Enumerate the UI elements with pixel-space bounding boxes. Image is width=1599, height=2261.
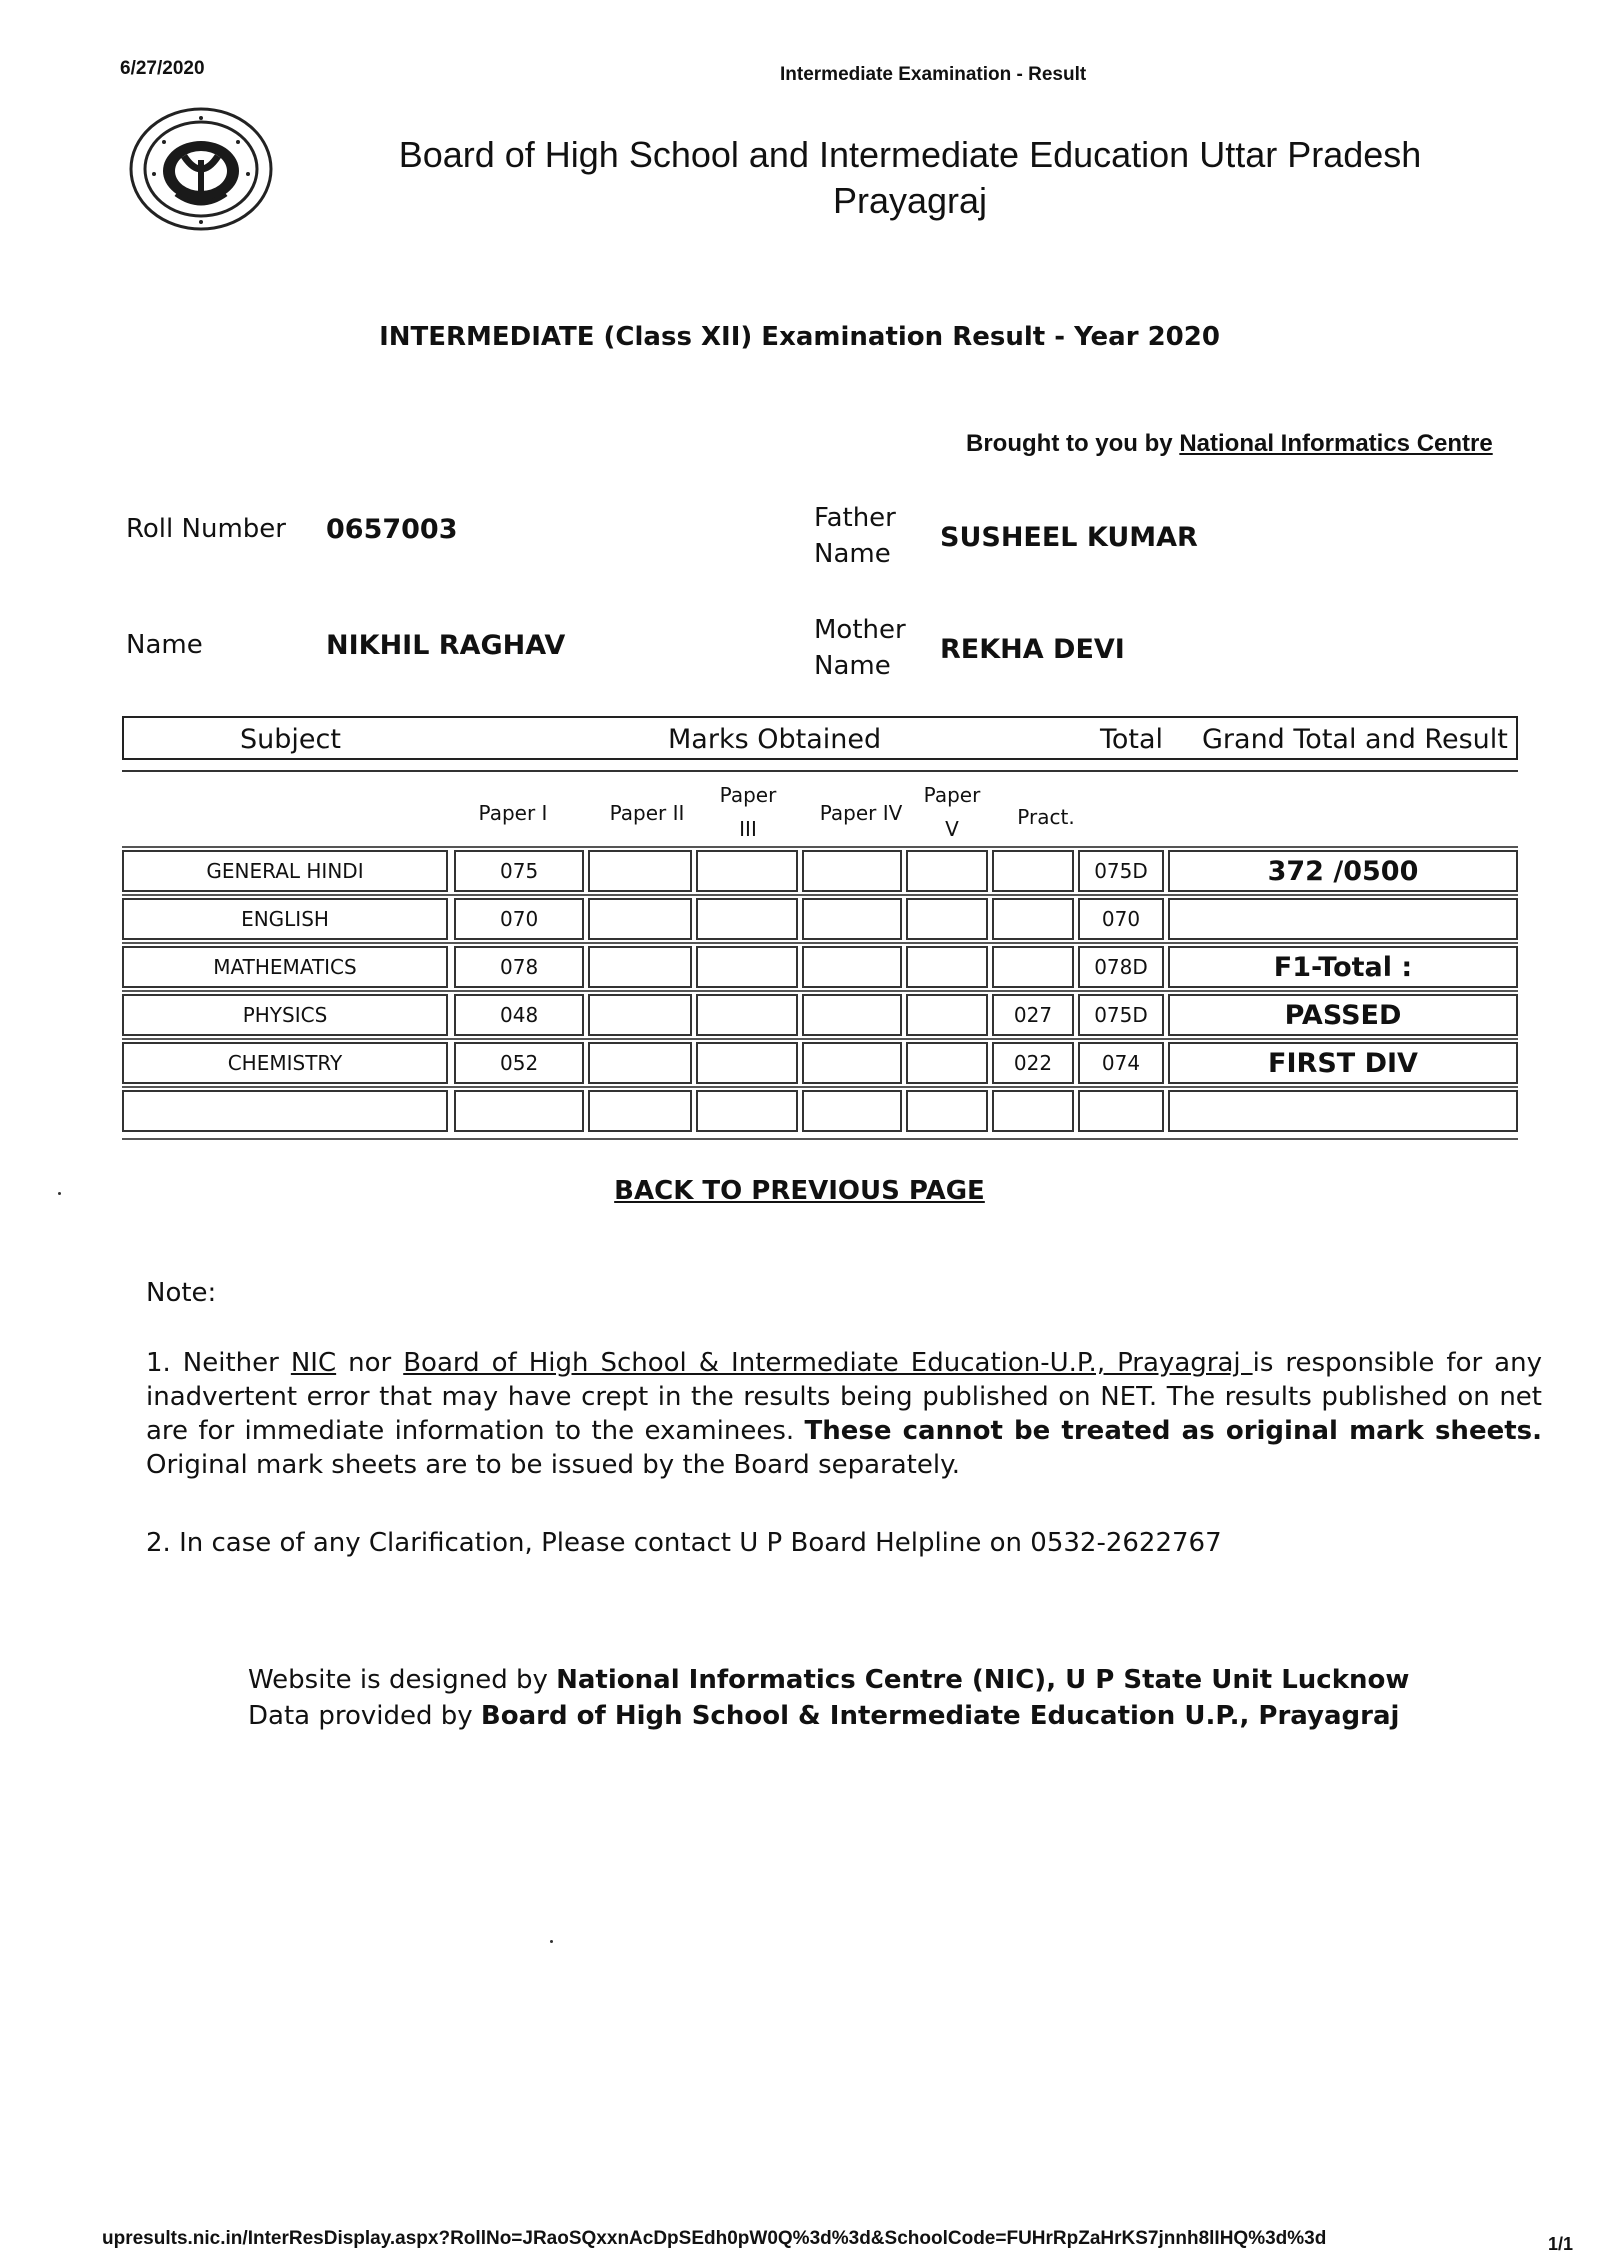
subheader-paper-3: Paper III [719, 783, 777, 841]
subheader-paper-5: Paper V [923, 783, 981, 841]
subheader-paper-2: Paper II [609, 801, 685, 825]
cell-paper-4 [802, 946, 902, 988]
cell-total [1078, 1090, 1164, 1132]
cell-subject: GENERAL HINDI [122, 850, 448, 892]
cell-grand-total [1168, 1090, 1518, 1132]
cell-paper-3 [696, 946, 798, 988]
roll-number-value: 0657003 [326, 514, 458, 545]
credit-line-1-bold: National Informatics Centre (NIC), U P State Unit Lucknow [556, 1665, 1410, 1695]
cell-paper-5 [906, 1042, 988, 1084]
board-title [320, 132, 1500, 224]
cell-total: 075D [1078, 850, 1164, 892]
cell-paper-5 [906, 898, 988, 940]
cell-paper-3 [696, 1042, 798, 1084]
cell-paper-5 [906, 946, 988, 988]
row-divider [122, 942, 1518, 944]
mother-name-label: Mother Name [814, 615, 906, 681]
credit-line-1-prefix: Website is designed by [248, 1665, 557, 1695]
brought-by-prefix: Brought to you by [966, 430, 1180, 457]
cell-grand-total: F1-Total : [1168, 946, 1518, 988]
cell-grand-total [1168, 898, 1518, 940]
note-1 [146, 1346, 1542, 1482]
header-total: Total [1100, 724, 1164, 755]
note-1-bold: These cannot be treated as original mark sheets. [804, 1416, 1542, 1446]
row-divider [122, 990, 1518, 992]
credit-line-2-prefix: Data provided by [248, 1701, 481, 1731]
scan-speck [550, 1940, 553, 1943]
header-grand-total: Grand Total and Result [1202, 724, 1508, 755]
cell-paper-1: 052 [454, 1042, 584, 1084]
credit-line-2 [248, 1698, 1409, 1734]
print-page-title: Intermediate Examination - Result [780, 64, 1087, 85]
board-title-line1: Board of High School and Intermediate Education Uttar Pradesh [398, 134, 1422, 175]
back-link-container [0, 1176, 1599, 1206]
brought-by [966, 430, 1493, 458]
cell-subject: PHYSICS [122, 994, 448, 1036]
nic-note-link[interactable]: NIC [290, 1348, 337, 1378]
cell-total: 075D [1078, 994, 1164, 1036]
cell-paper-4 [802, 850, 902, 892]
cell-paper-4 [802, 1090, 902, 1132]
subheader-paper-4: Paper IV [819, 801, 903, 825]
back-to-previous-page-link[interactable]: BACK TO PREVIOUS PAGE [614, 1176, 985, 1206]
page-count: 1/1 [1548, 2234, 1574, 2254]
cell-paper-2 [588, 994, 692, 1036]
cell-practical: 022 [992, 1042, 1074, 1084]
cell-paper-5 [906, 994, 988, 1036]
cell-practical [992, 850, 1074, 892]
board-note-link[interactable]: Board of High School & Intermediate Education-U.P., Prayagraj [403, 1348, 1253, 1378]
board-title-line2: Prayagraj [832, 180, 988, 221]
cell-paper-4 [802, 994, 902, 1036]
cell-grand-total: PASSED [1168, 994, 1518, 1036]
cell-grand-total: 372 /0500 [1168, 850, 1518, 892]
cell-paper-2 [588, 946, 692, 988]
cell-subject: CHEMISTRY [122, 1042, 448, 1084]
cell-paper-1: 075 [454, 850, 584, 892]
name-value: NIKHIL RAGHAV [326, 630, 566, 661]
cell-paper-4 [802, 898, 902, 940]
header-marks-obtained: Marks Obtained [668, 724, 882, 755]
up-board-seal-icon [124, 104, 278, 234]
note-heading: Note: [146, 1278, 217, 1308]
subheader-practical: Pract. [1017, 805, 1075, 829]
cell-paper-1 [454, 1090, 584, 1132]
cell-paper-5 [906, 850, 988, 892]
nic-link[interactable]: National Informatics Centre [1179, 430, 1493, 457]
cell-paper-2 [588, 1042, 692, 1084]
page-url: upresults.nic.in/InterResDisplay.aspx?RollNo=JRaoSQxxnAcDpSEdh0pW0Q%3d%3d&SchoolCode=FUHrRpZaHrKS7jnnh8lIHQ%3d%3d [102, 2228, 1327, 2249]
cell-paper-2 [588, 898, 692, 940]
print-date: 6/27/2020 [120, 58, 205, 79]
note-1-prefix: 1. Neither [146, 1348, 291, 1378]
cell-practical: 027 [992, 994, 1074, 1036]
cell-total: 070 [1078, 898, 1164, 940]
row-divider [122, 1086, 1518, 1088]
credit-line-1 [248, 1662, 1409, 1698]
cell-paper-1: 078 [454, 946, 584, 988]
cell-total: 078D [1078, 946, 1164, 988]
header-divider [122, 770, 1518, 772]
note-1-nor: nor [336, 1348, 404, 1378]
cell-paper-2 [588, 850, 692, 892]
cell-practical [992, 1090, 1074, 1132]
cell-subject: ENGLISH [122, 898, 448, 940]
cell-grand-total: FIRST DIV [1168, 1042, 1518, 1084]
cell-paper-3 [696, 898, 798, 940]
scan-speck [58, 1192, 61, 1195]
note-1-text: is responsible for any inadvertent error that may have crept in the results being published on NET. The results published on net are for immediate information to the examinees. [146, 1348, 1542, 1446]
cell-subject: MATHEMATICS [122, 946, 448, 988]
credit-line-2-bold: Board of High School & Intermediate Education U.P., Prayagraj [480, 1701, 1400, 1731]
name-label: Name [126, 630, 203, 660]
cell-practical [992, 946, 1074, 988]
cell-subject [122, 1090, 448, 1132]
cell-paper-4 [802, 1042, 902, 1084]
row-divider [122, 846, 1518, 848]
roll-number-label: Roll Number [126, 514, 286, 544]
cell-total: 074 [1078, 1042, 1164, 1084]
cell-practical [992, 898, 1074, 940]
note-1-end: Original mark sheets are to be issued by the Board separately. [146, 1450, 961, 1480]
father-name-value: SUSHEEL KUMAR [940, 522, 1198, 553]
row-divider [122, 894, 1518, 896]
exam-title: INTERMEDIATE (Class XII) Examination Result - Year 2020 [379, 322, 1220, 352]
cell-paper-3 [696, 850, 798, 892]
cell-paper-1: 048 [454, 994, 584, 1036]
cell-paper-3 [696, 1090, 798, 1132]
cell-paper-5 [906, 1090, 988, 1132]
credit-block [248, 1662, 1409, 1734]
row-divider [122, 1038, 1518, 1040]
cell-paper-2 [588, 1090, 692, 1132]
row-divider [122, 1138, 1518, 1140]
note-2: 2. In case of any Clarification, Please contact U P Board Helpline on 0532-2622767 [146, 1528, 1222, 1558]
header-subject: Subject [240, 724, 341, 755]
cell-paper-3 [696, 994, 798, 1036]
subheader-paper-1: Paper I [478, 801, 548, 825]
marks-table-header [122, 716, 1518, 760]
cell-paper-1: 070 [454, 898, 584, 940]
mother-name-value: REKHA DEVI [940, 634, 1125, 665]
father-name-label: Father Name [814, 503, 896, 569]
